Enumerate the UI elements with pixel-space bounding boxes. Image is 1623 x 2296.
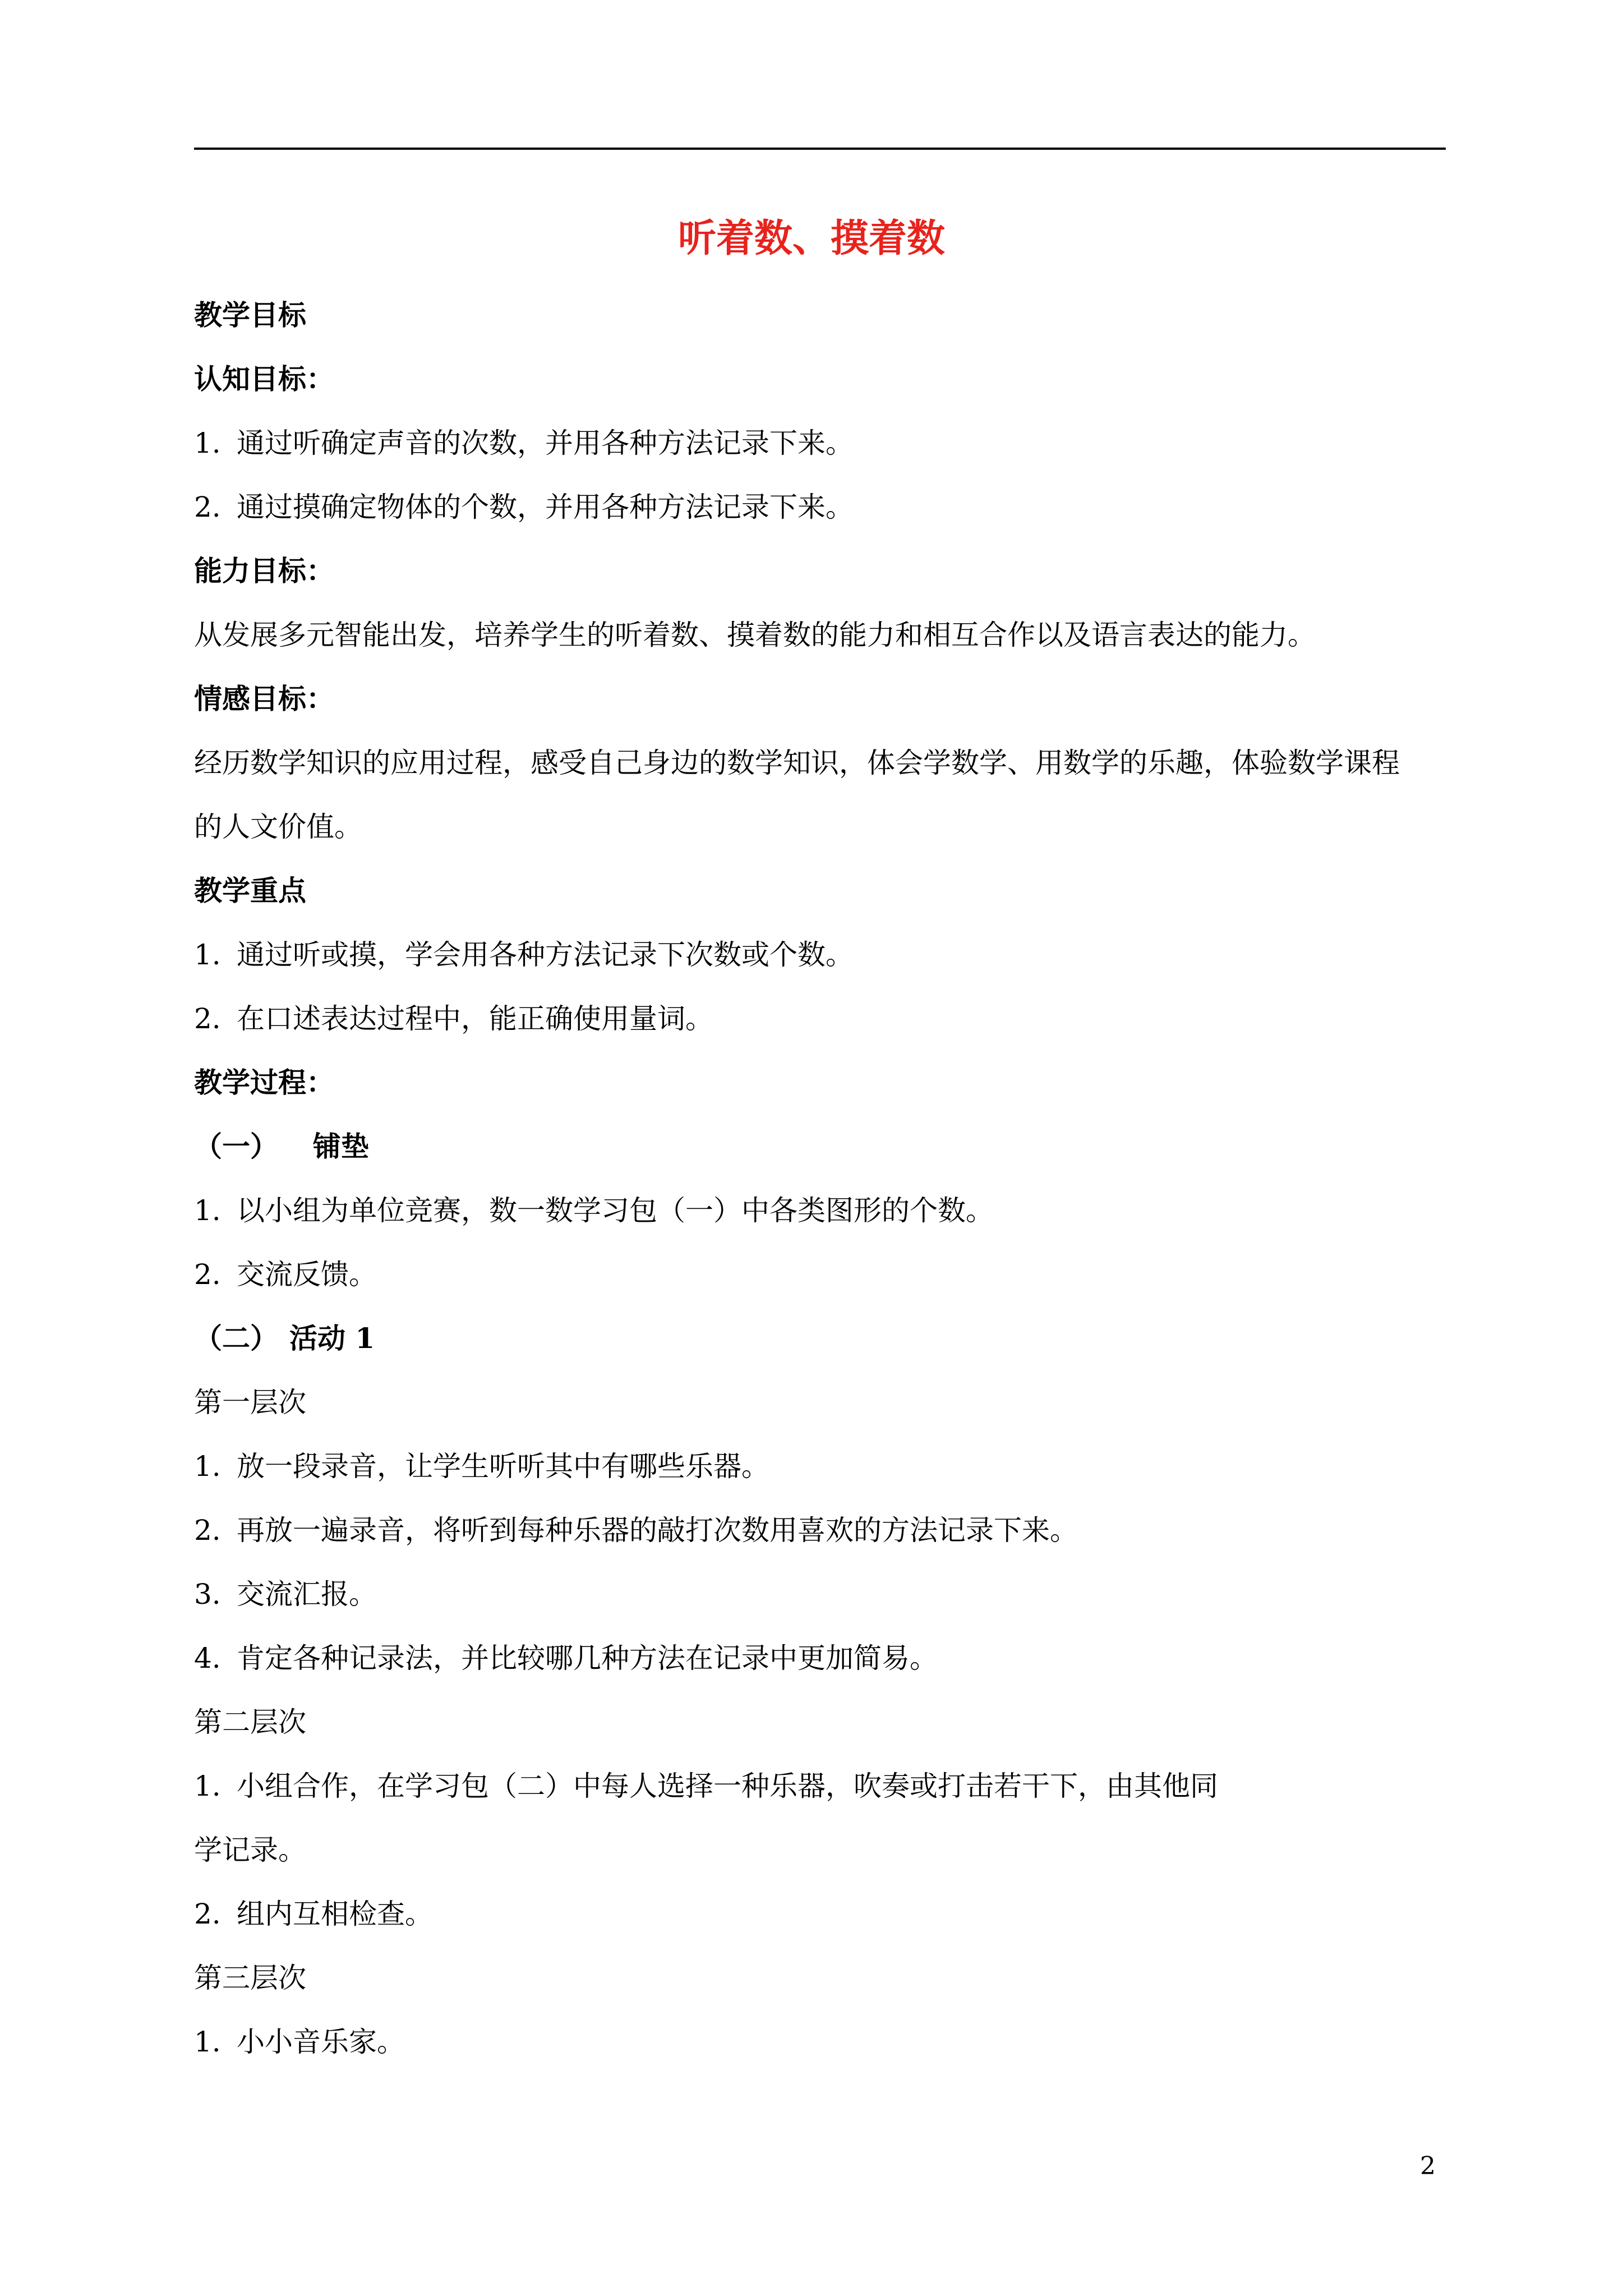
document-body [194, 292, 1446, 2082]
list-item [194, 420, 1446, 484]
item-number: 1. [194, 938, 221, 971]
part1-number: （一） [194, 1130, 278, 1163]
part2-number: （二） [194, 1322, 278, 1355]
item-number: 1. [194, 427, 221, 459]
level3-heading: 第三层次 [194, 1962, 306, 1994]
item-text: 再放一遍录音，将听到每种乐器的敲打次数用喜欢的方法记录下来。 [237, 1514, 1078, 1547]
process-heading: 教学过程： [194, 1066, 334, 1099]
page-number: 2 [1420, 2152, 1436, 2180]
item-number: 2. [194, 1898, 221, 1930]
list-item [194, 995, 1446, 1059]
part2-heading [194, 1315, 1446, 1379]
item-number: 2. [194, 1002, 221, 1035]
list-item [194, 1507, 1446, 1571]
list-item [194, 2018, 1446, 2082]
item-text: 以小组为单位竞赛，数一数学习包（一）中各类图形的个数。 [237, 1194, 994, 1227]
level2-heading: 第二层次 [194, 1706, 306, 1738]
document-title: 听着数、摸着数 [677, 216, 945, 261]
list-item [194, 1571, 1446, 1635]
item-text: 交流反馈。 [237, 1258, 377, 1291]
emotion-heading: 情感目标： [194, 682, 334, 715]
item-text: 通过听或摸，学会用各种方法记录下次数或个数。 [237, 938, 854, 971]
item-number: 1. [194, 2026, 221, 2058]
key-heading: 教学重点 [194, 874, 306, 907]
emotion-text-line-1: 经历数学知识的应用过程，感受自己身边的数学知识，体会学数学、用数学的乐趣，体验数学课程 [194, 747, 1400, 779]
level1-heading: 第一层次 [194, 1386, 306, 1419]
item-text: 组内互相检查。 [237, 1898, 433, 1930]
item-text: 小组合作，在学习包（二）中每人选择一种乐器，吹奏或打击若干下，由其他同 [237, 1770, 1218, 1802]
goals-heading: 教学目标 [194, 298, 306, 332]
item-text: 交流汇报。 [237, 1578, 377, 1611]
item-number: 2. [194, 1514, 221, 1547]
list-item [194, 931, 1446, 995]
item-text: 通过听确定声音的次数，并用各种方法记录下来。 [237, 427, 854, 459]
list-item-continuation: 学记录。 [194, 1834, 306, 1866]
list-item [194, 1763, 1446, 1826]
list-item [194, 1890, 1446, 1954]
item-number: 4. [194, 1642, 221, 1674]
header-rule [194, 148, 1446, 150]
ability-text: 从发展多元智能出发，培养学生的听着数、摸着数的能力和相互合作以及语言表达的能力。 [194, 619, 1316, 651]
ability-heading: 能力目标： [194, 554, 334, 587]
part1-heading [194, 1123, 1446, 1187]
list-item [194, 1443, 1446, 1507]
item-number: 2. [194, 491, 221, 523]
item-text: 小小音乐家。 [237, 2026, 405, 2058]
item-number: 3. [194, 1578, 221, 1611]
list-item [194, 1251, 1446, 1315]
item-number: 2. [194, 1258, 221, 1291]
emotion-text-line-2: 的人文价值。 [194, 811, 362, 843]
item-number: 1. [194, 1194, 221, 1227]
item-number: 1. [194, 1450, 221, 1483]
item-text: 在口述表达过程中，能正确使用量词。 [237, 1002, 713, 1035]
item-text: 放一段录音，让学生听听其中有哪些乐器。 [237, 1450, 769, 1483]
list-item [194, 1187, 1446, 1251]
item-text: 通过摸确定物体的个数，并用各种方法记录下来。 [237, 491, 854, 523]
cognitive-heading: 认知目标： [194, 362, 334, 395]
list-item [194, 1635, 1446, 1699]
part1-title: 铺垫 [313, 1130, 369, 1163]
list-item [194, 484, 1446, 547]
part2-title: 活动 1 [289, 1322, 375, 1355]
item-number: 1. [194, 1770, 221, 1802]
item-text: 肯定各种记录法，并比较哪几种方法在记录中更加简易。 [237, 1642, 938, 1674]
